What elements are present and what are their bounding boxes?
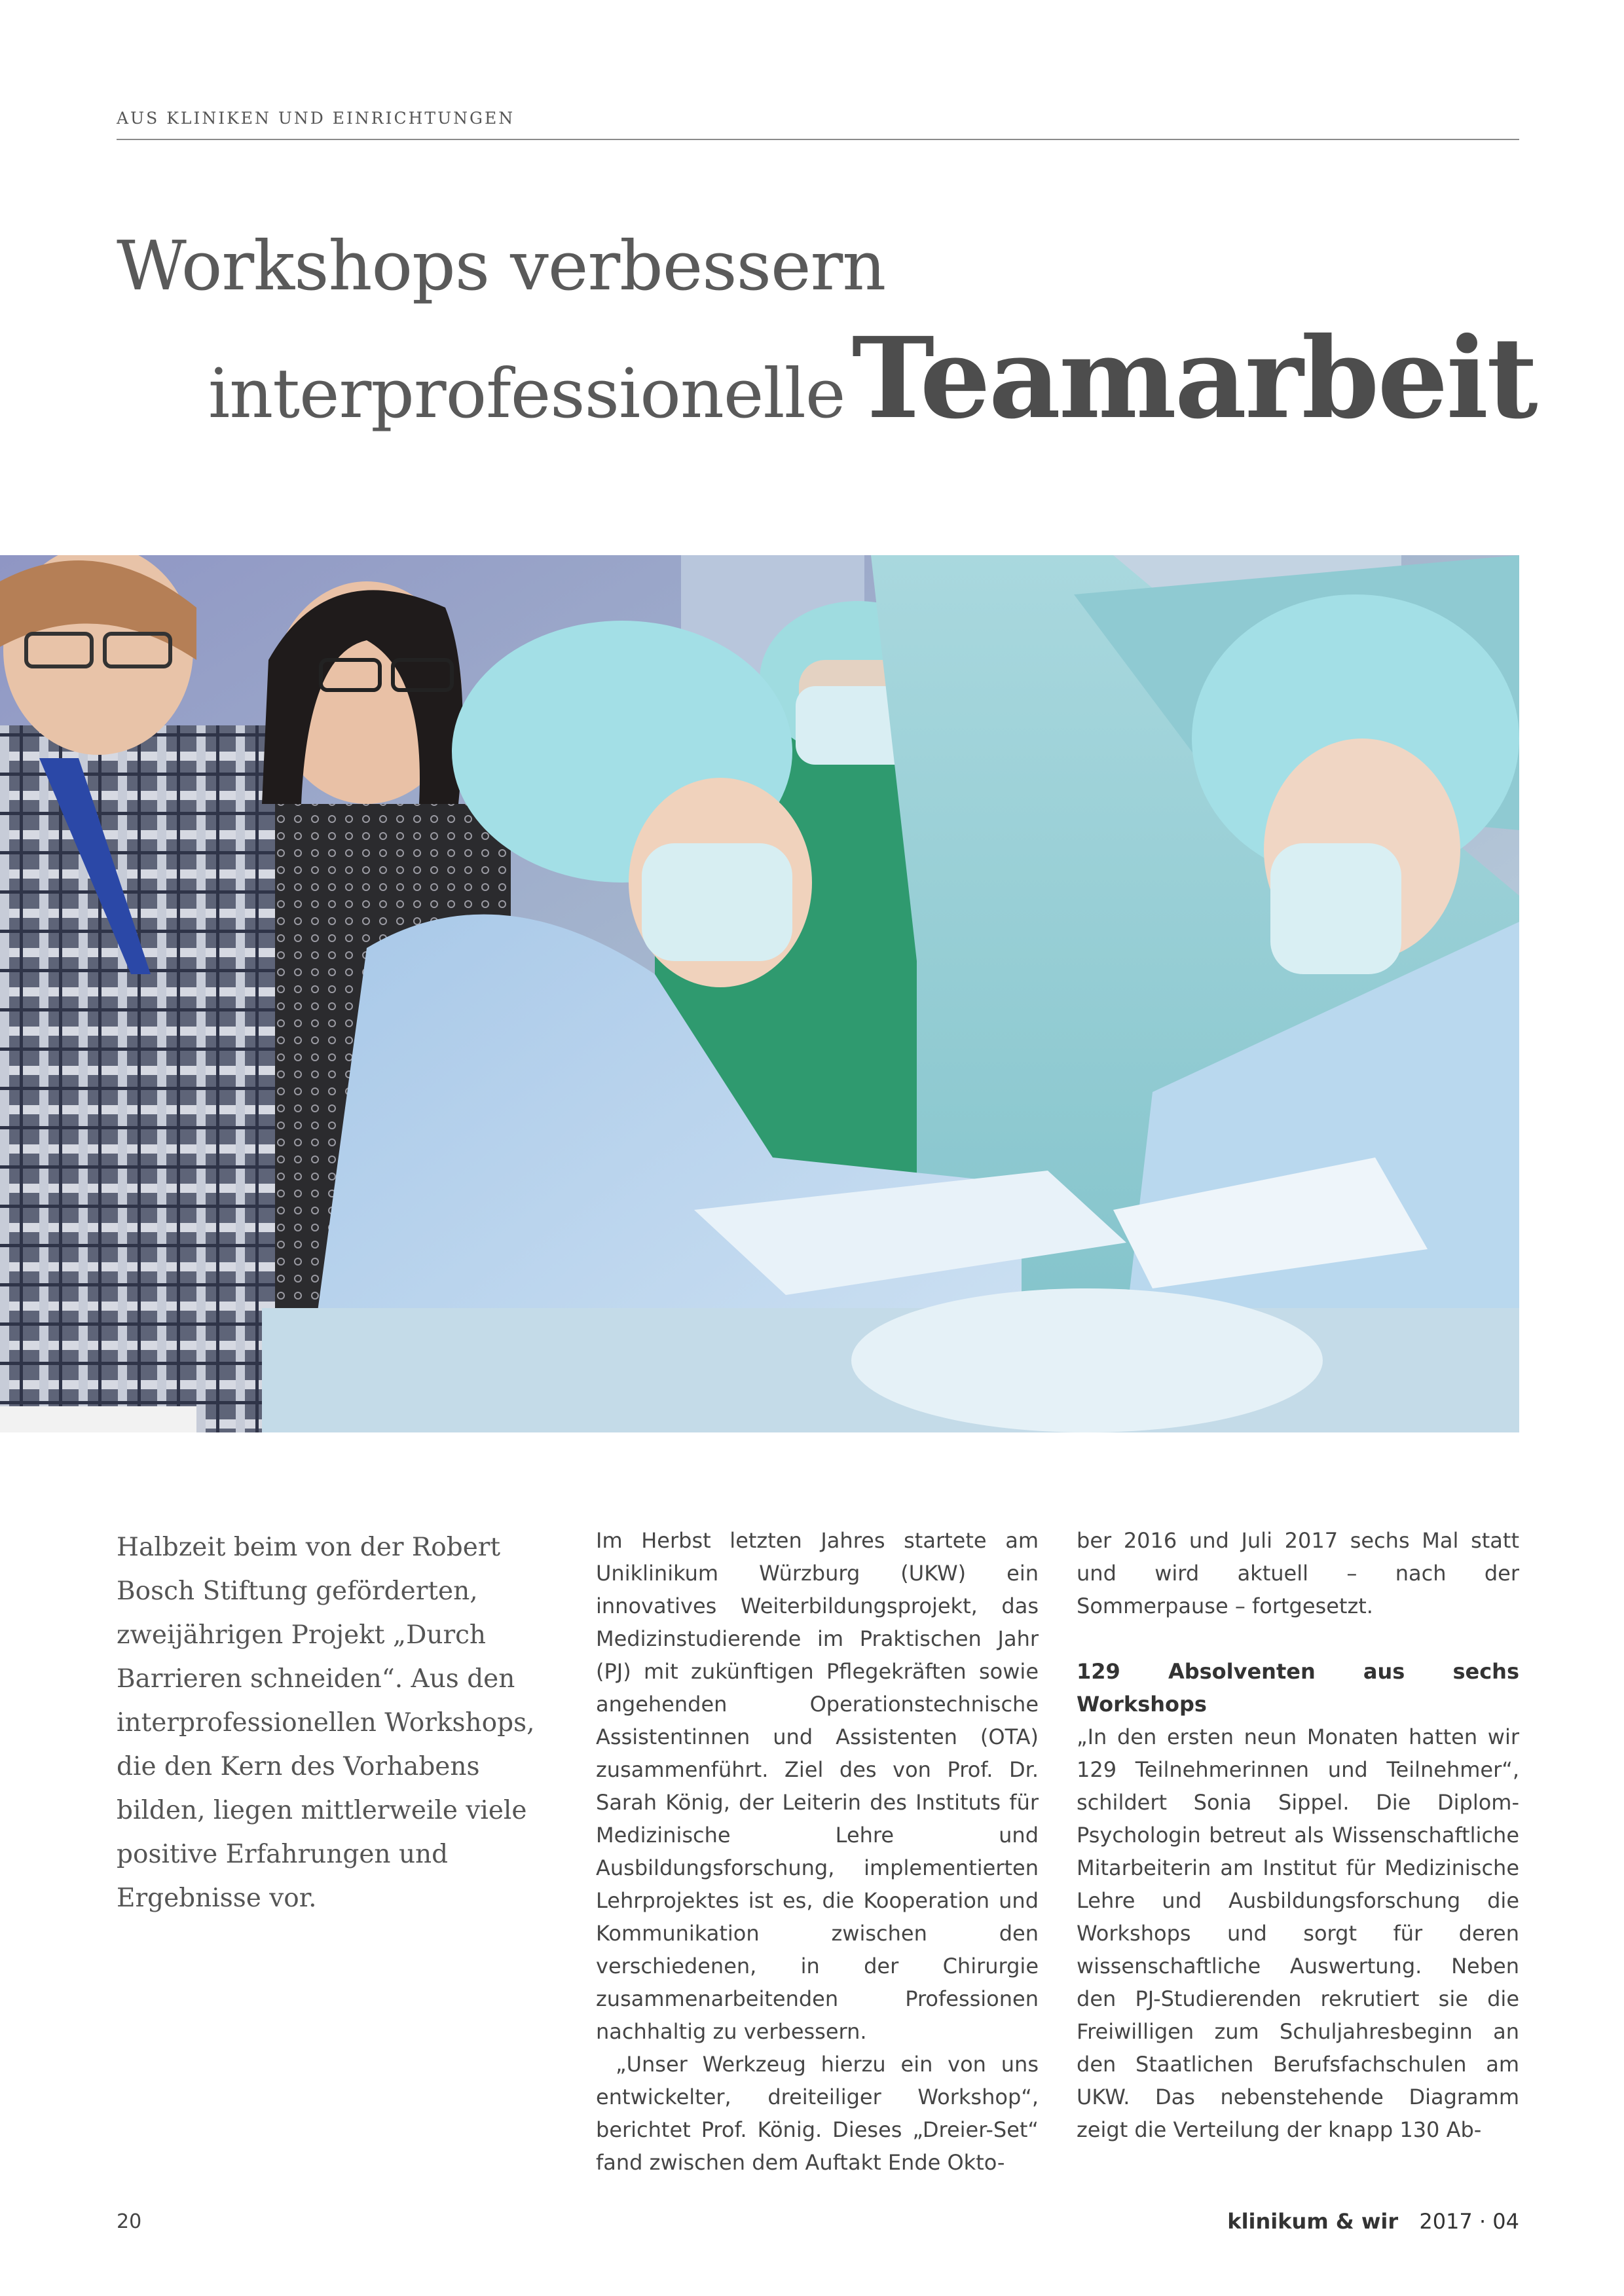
body-paragraph: ber 2016 und Juli 2017 sechs Mal statt und wird aktuell – nach der Sommerpause – fortgesetzt.: [1077, 1528, 1519, 1618]
body-column-1: [596, 1524, 1039, 2179]
surgery-simulation-illustration: [0, 555, 1519, 1432]
headline-line-2: [208, 313, 1536, 444]
header-rule: [117, 139, 1519, 140]
subheading: 129 Absolventen aus sechs Workshops: [1077, 1659, 1519, 1717]
body-column-2: [1077, 1524, 1519, 2146]
headline-light-word: interprofessionelle: [208, 354, 845, 433]
page-number: 20: [117, 2210, 142, 2233]
magazine-name: klinikum & wir: [1227, 2209, 1399, 2234]
headline-bold-word: Teamarbeit: [851, 313, 1536, 444]
article-photo: [0, 555, 1519, 1432]
body-paragraph: „Unser Werkzeug hierzu ein von uns entwickelter, dreiteiliger Workshop“, berichtet Prof. König. Dieses „Dreier-Set“ fand zwischen dem Auftakt Ende Okto-: [596, 2052, 1039, 2175]
body-paragraph: „In den ersten neun Monaten hatten wir 129 Teilnehmerinnen und Teilnehmer“, schildert Sonia Sippel. Die Diplom-Psychologin betreut als Wissenschaftliche Mitarbeiterin am Institut für Medizinische Lehre und Ausbildungsforschung die Workshops und sorgt für deren wissenschaftliche Auswertung. Neben den PJ-Studierenden rekrutiert sie die Freiwilligen zum Schuljahresbeginn an den Staatlichen Berufsfachschulen am UKW. Das nebenstehende Diagramm zeigt die Verteilung der knapp 130 Ab-: [1077, 1724, 1519, 2142]
issue-number: 2017 · 04: [1419, 2209, 1519, 2234]
section-kicker: AUS KLINIKEN UND EINRICHTUNGEN: [117, 109, 515, 128]
headline-line-1: Workshops verbessern: [117, 226, 886, 306]
lead-paragraph: Halbzeit beim von der Robert Bosch Stiftung geförderten, zweijährigen Projekt „Durch Barrieren schneiden“. Aus den interprofessionellen Workshops, die den Kern des Vorhabens bilden, liegen mittlerweile viele positive Erfahrungen und Ergebnisse vor.: [117, 1533, 535, 1913]
body-paragraph: Im Herbst letzten Jahres startete am Uniklinikum Würzburg (UKW) ein innovatives Weiterbildungsprojekt, das Medizinstudierende im Praktischen Jahr (PJ) mit zukünftigen Pflegekräften sowie angehenden Operationstechnische Assistentinnen und Assistenten (OTA) zusammenführt. Ziel des von Prof. Dr. Sarah König, der Leiterin des Instituts für Medizinische Lehre und Ausbildungsforschung, implementierten Lehrprojektes ist es, die Kooperation und Kommunikation zwischen den verschiedenen, in der Chirurgie zusammenarbeitenden Professionen nachhaltig zu verbessern.: [596, 1528, 1039, 2044]
footer-brand: [1227, 2209, 1519, 2234]
